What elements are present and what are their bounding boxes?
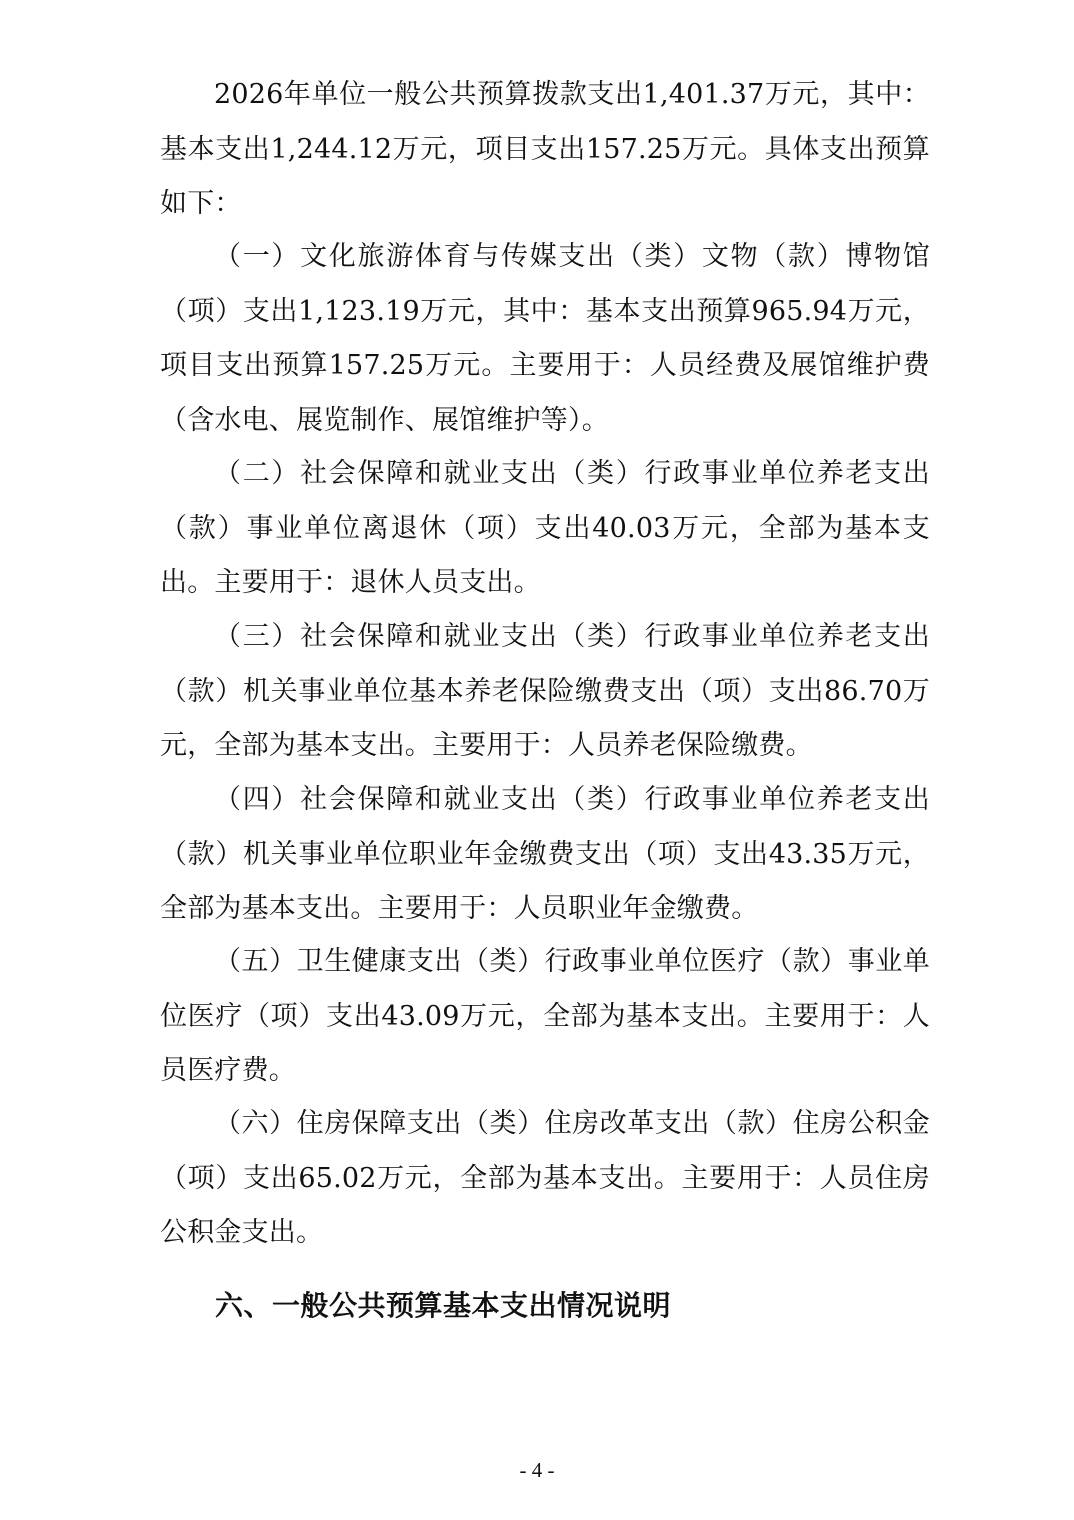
paragraph-culture-expenditure: （一）文化旅游体育与传媒支出（类）文物（款）博物馆（项）支出1,123.19万元，其中：基本支出预算965.94万元，项目支出预算157.25万元。主要用于：人员经费及展馆维护费（含水电、展览制作、展馆维护等）。	[160, 241, 930, 436]
paragraph-housing-fund-expenditure: （六）住房保障支出（类）住房改革支出（款）住房公积金（项）支出65.02万元，全部为基本支出。主要用于：人员住房公积金支出。	[160, 1108, 930, 1248]
paragraph-occupational-annuity-expenditure: （四）社会保障和就业支出（类）行政事业单位养老支出（款）机关事业单位职业年金缴费支出（项）支出43.35万元，全部为基本支出。主要用于：人员职业年金缴费。	[160, 784, 930, 924]
paragraph-retirement-expenditure: （二）社会保障和就业支出（类）行政事业单位养老支出（款）事业单位离退休（项）支出40.03万元，全部为基本支出。主要用于：退休人员支出。	[160, 458, 930, 598]
paragraph-medical-expenditure: （五）卫生健康支出（类）行政事业单位医疗（款）事业单位医疗（项）支出43.09万元，全部为基本支出。主要用于：人员医疗费。	[160, 946, 930, 1086]
paragraph-budget-summary: 2026年单位一般公共预算拨款支出1,401.37万元，其中：基本支出1,244.12万元，项目支出157.25万元。具体支出预算如下：	[160, 79, 930, 219]
page-number: - 4 -	[519, 1458, 555, 1482]
paragraph-pension-insurance-expenditure: （三）社会保障和就业支出（类）行政事业单位养老支出（款）机关事业单位基本养老保险缴费支出（项）支出86.70万元，全部为基本支出。主要用于：人员养老保险缴费。	[160, 621, 930, 761]
section-heading: 六、一般公共预算基本支出情况说明	[215, 1289, 672, 1322]
